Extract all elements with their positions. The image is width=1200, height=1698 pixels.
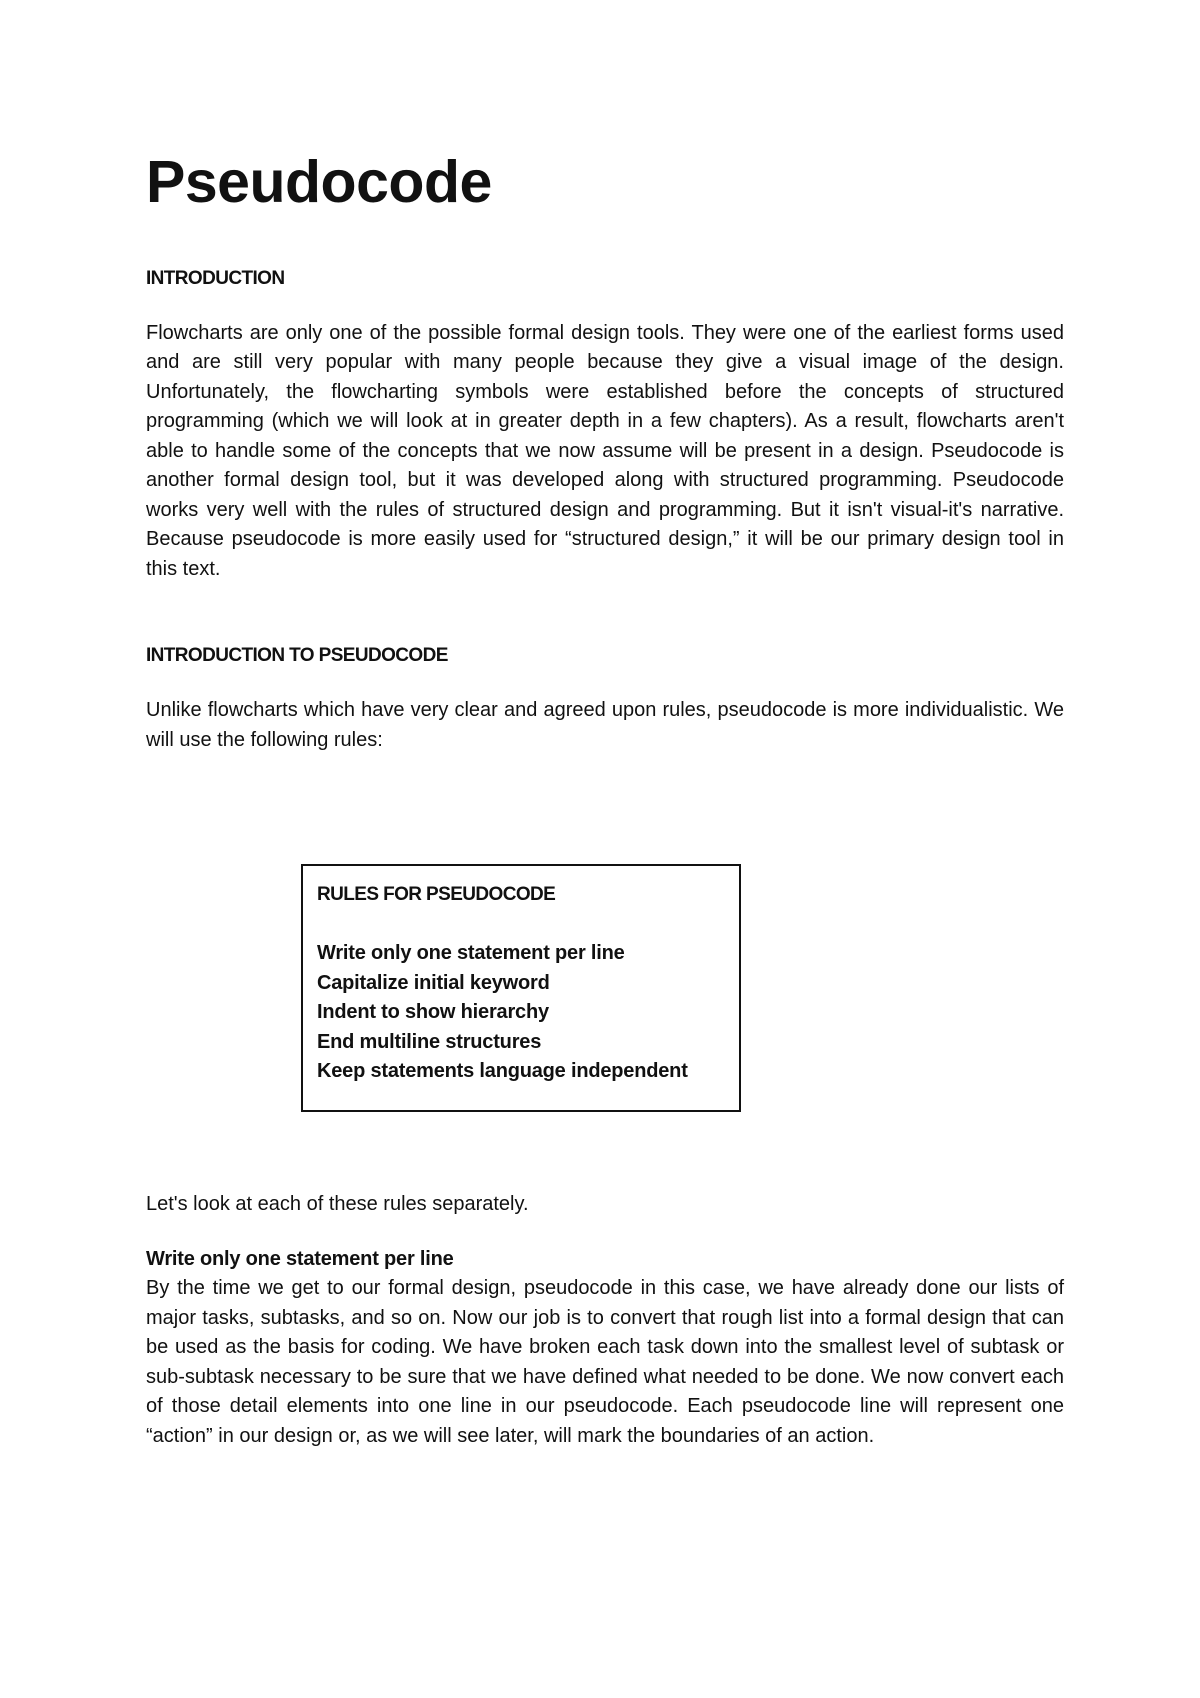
introduction-paragraph: Flowcharts are only one of the possible formal design tools. They were one of the earliest forms used and are still very popular with many people because they give a visual image of the design. Unfortunately, the flowcharting symbols were established before the concepts of structured programming (which we will look at in greater depth in a few chapters). As a result, flowcharts aren't able to handle some of the concepts that we now assume will be present in a design. Pseudocode is another formal design tool, but it was developed along with structured programming. Pseudocode works very well with the rules of structured design and programming. But it isn't visual-it's narrative. Because pseudocode is more easily used for “structured design,” it will be our primary design tool in this text. <box>146 321 1064 580</box>
section-heading-introduction: INTRODUCTION <box>146 267 285 289</box>
rule-item: End multiline structures <box>317 1030 542 1053</box>
lets-look-paragraph: Let's look at each of these rules separately. <box>146 1193 529 1215</box>
rule-item: Keep statements language independent <box>317 1060 688 1082</box>
rule-one-paragraph: By the time we get to our formal design, pseudocode in this case, we have already done our lists of major tasks, subtasks, and so on. Now our job is to convert that rough list into a formal design that can be used as the basis for coding. We have broken each task down into the smallest level of subtask or sub-subtask necessary to be sure that we have defined what needed to be done. We now convert each of those detail elements into one line in our pseudocode. Each pseudocode line will represent one “action” in our design or, as we will see later, will mark the boundaries of an action. <box>146 1277 1064 1447</box>
rule-one-heading: Write only one statement per line <box>146 1248 454 1270</box>
rules-box-title: RULES FOR PSEUDOCODE <box>317 884 556 905</box>
rule-item: Indent to show hierarchy <box>317 1001 549 1023</box>
introduction-to-pseudocode-paragraph: Unlike flowcharts which have very clear and agreed upon rules, pseudocode is more individualistic. We will use the following rules: <box>146 699 1064 751</box>
rules-box <box>301 864 741 1112</box>
rule-item: Write only one statement per line <box>317 942 625 964</box>
page-title: Pseudocode <box>146 149 492 215</box>
section-heading-introduction-to-pseudocode: INTRODUCTION TO PSEUDOCODE <box>146 645 448 667</box>
document-page <box>146 149 1064 1447</box>
rule-item: Capitalize initial keyword <box>317 971 550 994</box>
